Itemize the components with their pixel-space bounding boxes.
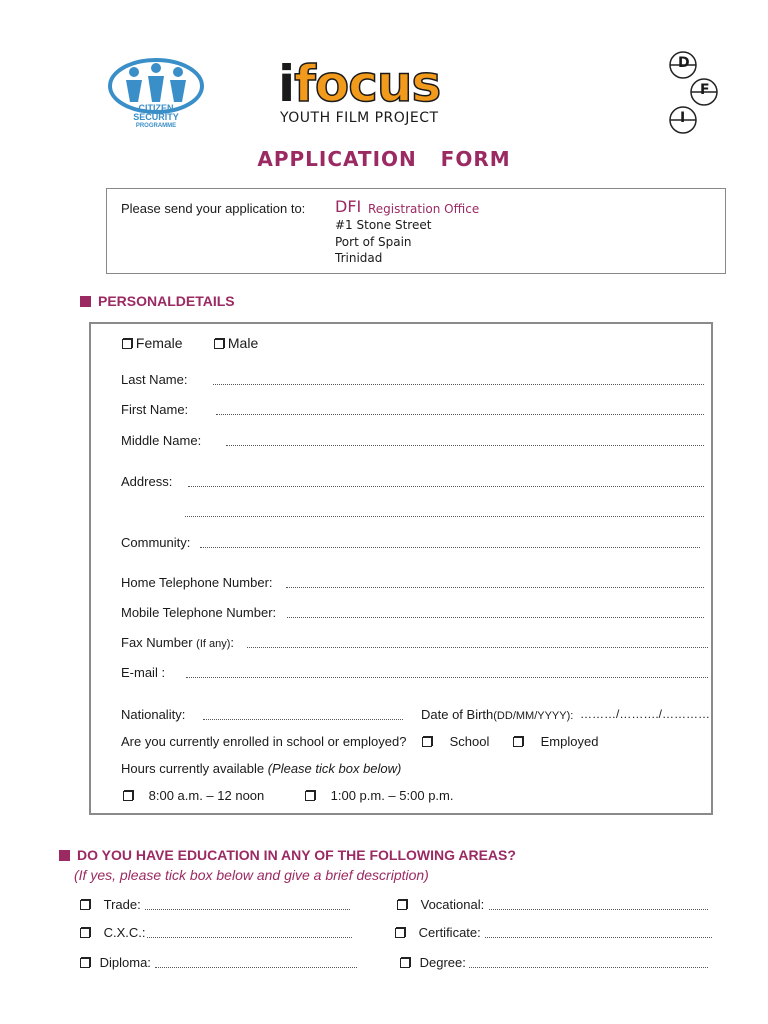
address-org: DFI [335,197,362,216]
diploma-option[interactable] [80,955,151,970]
education-subheading: (If yes, please tick box below and give a brief description) [74,867,429,883]
citizen-security-logo [104,58,214,130]
first-name-field[interactable] [216,414,704,415]
school-checkbox[interactable] [422,737,432,747]
address-line-2: Port of Spain [335,235,412,249]
cxc-label: C.X.C.: [103,925,146,940]
female-checkbox[interactable] [122,339,132,349]
cxc-option[interactable] [80,925,146,940]
hours-label: Hours currently available [121,761,265,776]
ifocus-logo [278,55,474,128]
svg-text:CITIZEN: CITIZEN [138,103,174,113]
dob-label [421,707,573,722]
degree-field[interactable] [469,967,708,968]
slot-morning-option[interactable] [123,788,264,803]
heading-bullet [80,296,91,307]
school-label: School [449,734,490,749]
personal-details-heading [80,293,235,309]
hours-note: (Please tick box below) [267,761,402,776]
nationality-field[interactable] [203,719,403,720]
send-label: Please send your application to: [121,201,306,216]
mobile-phone-label: Mobile Telephone Number: [121,605,277,620]
fax-label [121,635,234,650]
address-line-3: Trinidad [335,251,383,265]
vocational-label: Vocational: [420,897,485,912]
community-field[interactable] [200,547,700,548]
employed-label: Employed [540,734,599,749]
vocational-field[interactable] [489,909,708,910]
address-office: Registration Office [368,202,480,216]
certificate-option[interactable] [395,925,481,940]
school-option[interactable] [422,734,489,749]
dfi-logo [664,50,724,136]
slot-morning-checkbox[interactable] [123,791,133,801]
email-label: E-mail : [121,665,166,680]
address-label: Address: [121,474,173,489]
address-field-1[interactable] [188,486,704,487]
education-heading-bullet [59,850,70,861]
last-name-label: Last Name: [121,372,188,387]
ifocus-wordmark [278,55,441,113]
email-field[interactable] [186,677,708,678]
trade-checkbox[interactable] [80,900,90,910]
mobile-phone-field[interactable] [287,617,704,618]
education-heading [59,847,516,863]
employed-option[interactable] [513,734,598,749]
employed-checkbox[interactable] [513,737,523,747]
male-checkbox[interactable] [214,339,224,349]
address-line-1: #1 Stone Street [335,218,432,232]
trade-label: Trade: [103,897,141,912]
address-field-2[interactable] [185,516,704,517]
home-phone-label: Home Telephone Number: [121,575,273,590]
degree-checkbox[interactable] [400,958,410,968]
vocational-option[interactable] [397,897,484,912]
ifocus-rest: focus [294,55,441,113]
middle-name-field[interactable] [226,445,704,446]
trade-field[interactable] [145,909,350,910]
cxc-checkbox[interactable] [80,928,90,938]
fax-note: (If any) [196,638,231,650]
last-name-field[interactable] [213,384,704,385]
enrolled-question: Are you currently enrolled in school or employed? [121,734,407,749]
fax-field[interactable] [247,647,708,648]
dob-field[interactable]: ………/………./………… [580,707,711,721]
vocational-checkbox[interactable] [397,900,407,910]
trade-option[interactable] [80,897,141,912]
personal-heading-text: PERSONALDETAILS [98,293,235,309]
cxc-field[interactable] [147,937,352,938]
female-label: Female [135,335,183,351]
ifocus-subtitle: YOUTH FILM PROJECT [280,110,439,126]
diploma-label: Diploma: [99,955,151,970]
dfi-letter-i: I [680,110,686,126]
community-label: Community: [121,535,191,550]
gender-male-option[interactable] [214,335,258,351]
svg-text:SECURITY: SECURITY [133,112,179,122]
svg-text:PROGRAMME: PROGRAMME [135,123,177,129]
certificate-label: Certificate: [418,925,481,940]
certificate-field[interactable] [485,937,712,938]
education-heading-text: DO YOU HAVE EDUCATION IN ANY OF THE FOLLOWING AREAS? [77,847,516,863]
page-title: APPLICATION FORM [257,147,511,171]
dfi-letter-f: F [700,82,710,98]
diploma-field[interactable] [155,967,357,968]
home-phone-field[interactable] [286,587,704,588]
degree-label: Degree: [419,955,466,970]
fax-label-text: Fax Number [121,635,193,650]
dob-format: (DD/MM/YYYY): [493,710,574,722]
first-name-label: First Name: [121,402,189,417]
slot-afternoon-option[interactable] [305,788,453,803]
male-label: Male [227,335,259,351]
middle-name-label: Middle Name: [121,433,202,448]
slot-afternoon-checkbox[interactable] [305,791,315,801]
dfi-letter-d: D [678,55,690,71]
hours-question [121,761,401,776]
dob-label-text: Date of Birth [421,707,494,722]
certificate-checkbox[interactable] [395,928,405,938]
diploma-checkbox[interactable] [80,958,90,968]
gender-female-option[interactable] [122,335,183,351]
ifocus-i: i [278,55,295,113]
fax-colon: : [230,635,235,650]
slot-afternoon-label: 1:00 p.m. – 5:00 p.m. [330,788,454,803]
nationality-label: Nationality: [121,707,186,722]
slot-morning-label: 8:00 a.m. – 12 noon [148,788,265,803]
degree-option[interactable] [400,955,466,970]
